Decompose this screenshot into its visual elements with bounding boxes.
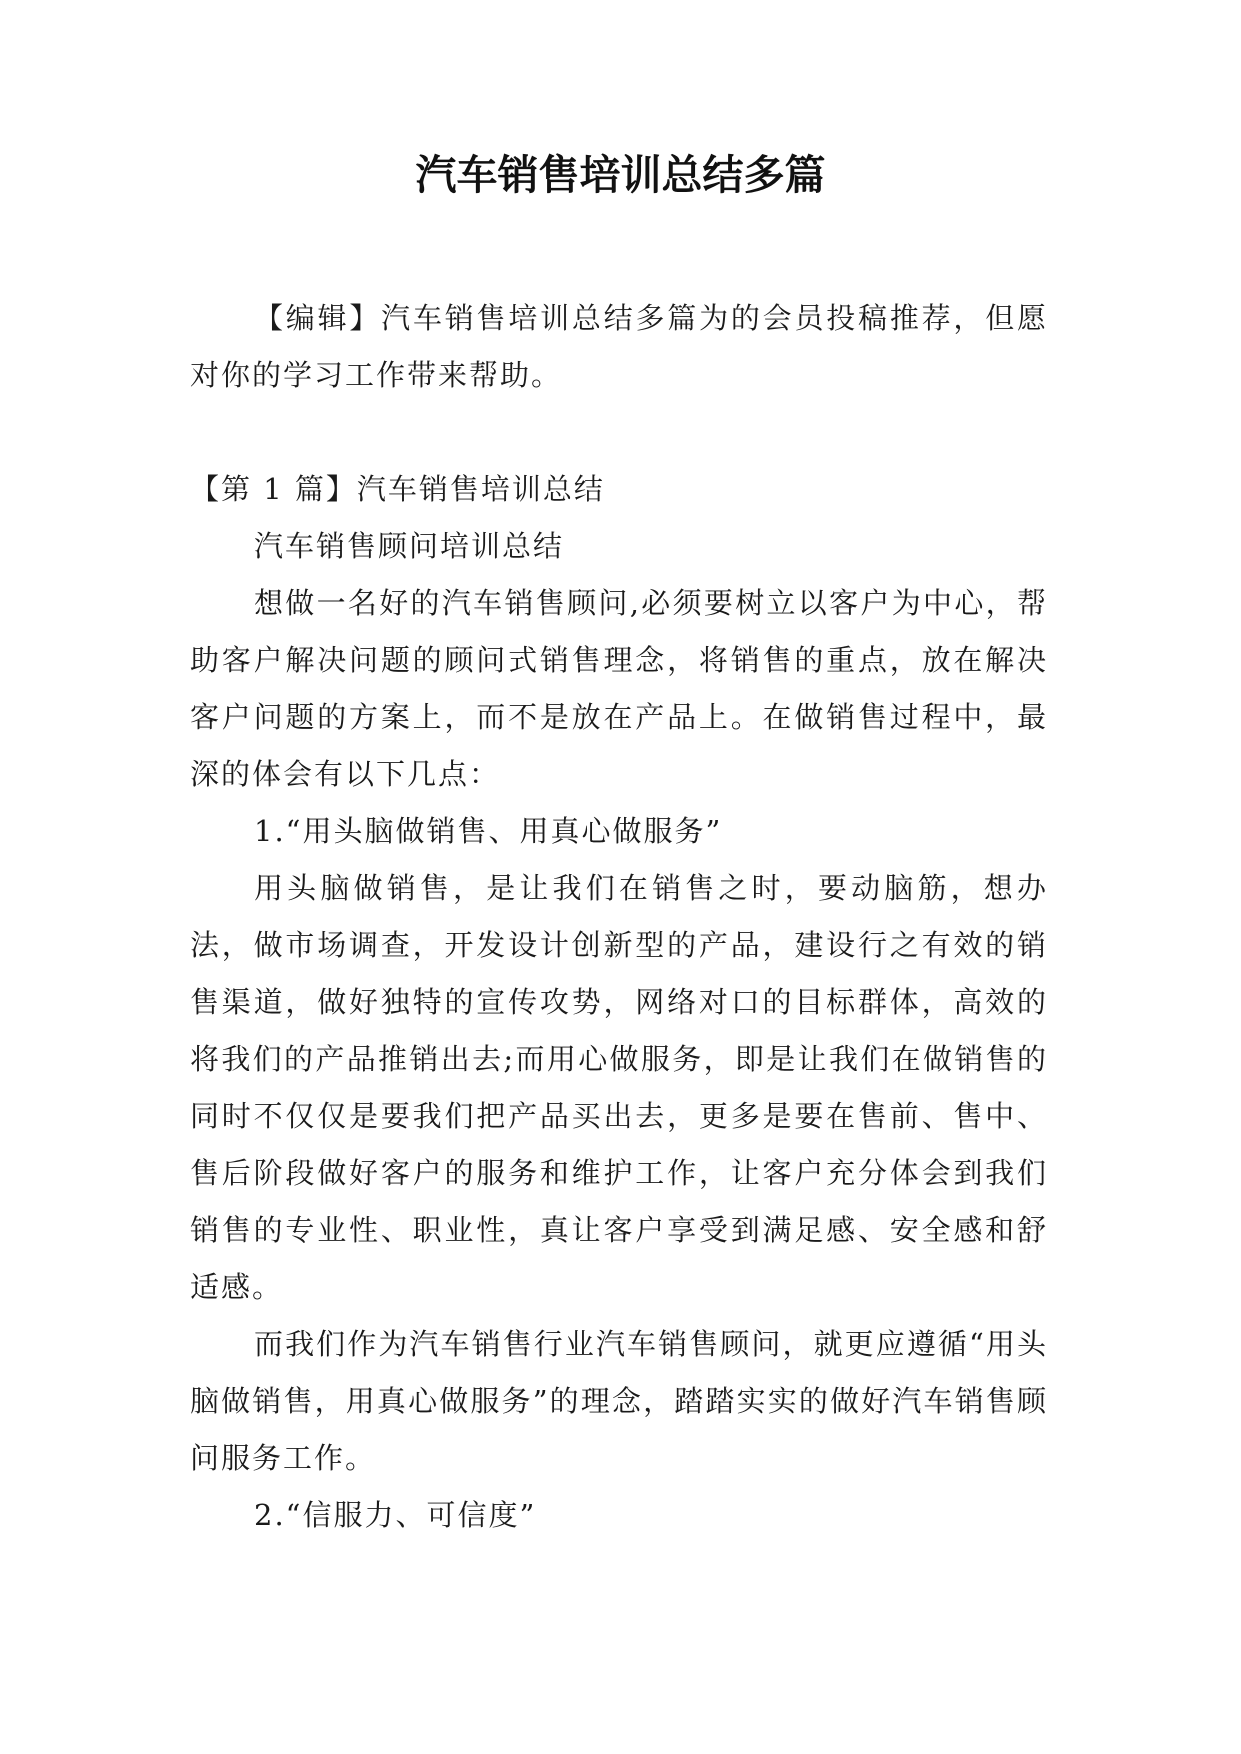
subtitle: 汽车销售顾问培训总结: [254, 529, 565, 563]
body-paragraph: 而我们作为汽车销售行业汽车销售顾问，就更应遵循“用头脑做销售，用真心做服务”的理念，踏踏实实的做好汽车销售顾问服务工作。: [190, 1327, 1048, 1475]
document-title: 汽车销售培训总结多篇: [415, 151, 826, 199]
section-heading: 【第 1 篇】汽车销售培训总结: [190, 472, 605, 506]
body-paragraph: 想做一名好的汽车销售顾问,必须要树立以客户为中心，帮助客户解决问题的顾问式销售理念，将销售的重点，放在解决客户问题的方案上，而不是放在产品上。在做销售过程中，最深的体会有以下几点：: [190, 586, 1048, 791]
list-item-heading: 2.“信服力、可信度”: [254, 1498, 537, 1532]
body-paragraph: 用头脑做销售，是让我们在销售之时，要动脑筋，想办法，做市场调查，开发设计创新型的产品，建设行之有效的销售渠道，做好独特的宣传攻势，网络对口的目标群体，高效的将我们的产品推销出去;而用心做服务，即是让我们在做销售的同时不仅仅是要我们把产品买出去，更多是要在售前、售中、售后阶段做好客户的服务和维护工作，让客户充分体会到我们销售的专业性、职业性，真让客户享受到满足感、安全感和舒适感。: [190, 871, 1048, 1304]
list-item-heading: 1.“用头脑做销售、用真心做服务”: [254, 814, 723, 848]
document-body: [190, 290, 1048, 1544]
intro-paragraph: 【编辑】汽车销售培训总结多篇为的会员投稿推荐，但愿对你的学习工作带来帮助。: [190, 301, 1048, 392]
